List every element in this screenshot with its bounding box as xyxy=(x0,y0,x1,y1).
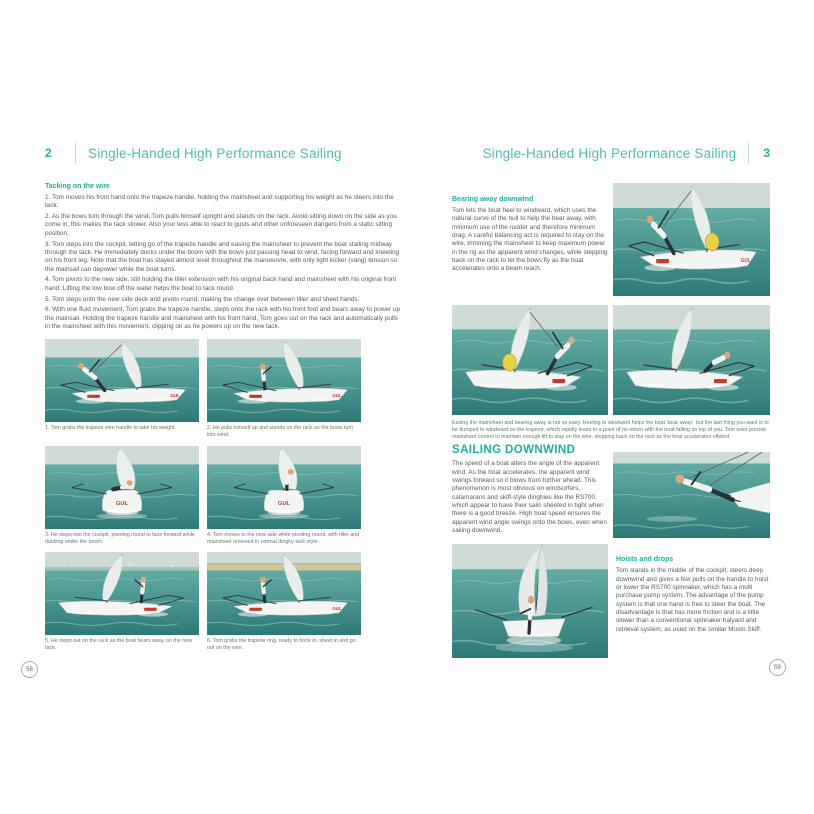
running-title: Single-Handed High Performance Sailing xyxy=(88,145,342,161)
svg-text:GUL: GUL xyxy=(740,257,751,265)
book-page-left xyxy=(45,143,401,652)
text-column xyxy=(616,544,770,658)
photo-caption: 5. He steps out on the rack as the boat bears away on the new tack. xyxy=(45,638,192,652)
text-column xyxy=(452,183,608,296)
photo-cell xyxy=(207,552,361,652)
photo-pair-row xyxy=(452,305,770,415)
sailing-photo-3 xyxy=(45,446,199,529)
sailing-photo-trapeze-closeup xyxy=(613,452,770,538)
step-paragraph: 1. Tom moves his front hand onto the trapeze handle, holding the mainsheet and supporting his weight as he steers into the tack. xyxy=(45,194,394,210)
sailing-photo-1 xyxy=(45,339,199,422)
sailing-photo-6 xyxy=(207,552,361,635)
step-paragraph: 5. Tom steps onto the new side deck and pivots round, making the change over between tiller and sheet hands. xyxy=(45,295,360,303)
bearing-away-row xyxy=(452,183,770,296)
svg-text:GUL: GUL xyxy=(332,393,342,399)
svg-text:GUL: GUL xyxy=(332,606,342,612)
page-header xyxy=(452,143,770,163)
folio-number: 3 xyxy=(763,146,770,160)
body-text: Tom stands in the middle of the cockpit, steers deep downwind and gives a few pulls on the handle to hoist or lower the RS700 spinnaker, which has a multi purchase pump system. The advantage of the pump system is that one hand is free to steer the boat. The disadvantage is that has more friction and is a little slower than a conventional spinnaker halyard and retrieval system, as used on the similar Musto Skiff. xyxy=(616,567,769,633)
header-divider xyxy=(748,143,749,163)
svg-text:GUL: GUL xyxy=(115,501,129,507)
running-title: Single-Handed High Performance Sailing xyxy=(482,145,737,161)
photo-cell xyxy=(207,339,361,439)
body-text: Tom lets the boat heel to windward, which uses the natural curve of the hull to help the bear away, with minimum use of the rudder and therefore minimum drag. A careful balancing act is required to stay on the wire, trimming the mainsheet to keep maximum power in the rig as the apparent wind changes, while stepping back on the rack to let the bows fly as the boat accelerates onto a beam reach. xyxy=(452,207,608,273)
svg-text:GUL: GUL xyxy=(277,501,291,507)
sailing-photo-windward-heel xyxy=(452,305,608,415)
step-paragraph: 2. As the bows turn through the wind, Tom pulls himself upright and stands on the rack. Avoid sitting down on the side as you come in, this makes the tack slower. Also your less able to react to gusts and other unforeseen dangers from a static sitting position. xyxy=(45,213,397,237)
photo-sequence-grid xyxy=(45,339,361,652)
photo-caption: 2. He pulls himself up and stands on the rack as the bows turn into wind. xyxy=(207,425,354,439)
photo-cell xyxy=(45,339,199,439)
photo-caption-wide: Easing the mainsheet and bearing away is not so easy. Heeling to windward helps the boat 'bear away', but the last thing you want is to be dumped to windward on the trapeze, which rapidly leads to a point of no return with the boat falling on top of you. Tom uses precise mainsheet control to maintain enough lift to stay on the wire, stepping back on the rack as the boat accelerates offwind. xyxy=(452,420,769,440)
sailing-photo-2 xyxy=(207,339,361,422)
photo-cell xyxy=(207,446,361,546)
step-paragraph: 4. Tom pivots to the new side, still holding the tiller extension with his original back hand and mainsheet with his original front hand. Lifting the low bow off the water helps the boat to tack round. xyxy=(45,276,397,292)
sailing-photo-4 xyxy=(207,446,361,529)
section-heading: Bearing away downwind xyxy=(452,196,534,203)
svg-text:GUL: GUL xyxy=(170,393,180,399)
section-heading: Tacking on the wire xyxy=(45,183,110,190)
step-paragraph: 6. With one fluid movement, Tom grabs the trapeze handle, steps onto the rack with his front foot and bears away to power up the mainsail. Holding the trapeze handle and mainsheet with his front hand, Tom goes out on the rack and automatically pulls in the mainsheet with this movement, clipping on as he powers up on the new tack. xyxy=(45,306,401,331)
page-number-badge: 58 xyxy=(21,661,38,678)
photo-cell xyxy=(45,552,199,652)
body-text xyxy=(45,194,401,331)
page-header xyxy=(45,143,401,163)
folio-number: 2 xyxy=(45,146,52,160)
photo-caption: 6. Tom grabs the trapeze ring, ready to hook in, sheet in and go out on the wire. xyxy=(207,638,356,652)
sailing-photo-crossing xyxy=(613,305,770,415)
sailing-photo-stern-view xyxy=(452,544,608,658)
photo-caption: 1. Tom grabs the trapeze wire handle to take his weight. xyxy=(45,425,176,432)
chapter-heading: SAILING DOWNWIND xyxy=(452,444,576,457)
header-divider xyxy=(75,143,76,163)
sailing-downwind-row xyxy=(452,460,770,538)
sailing-photo-5 xyxy=(45,552,199,635)
book-page-right xyxy=(452,143,770,658)
section-heading: Hoists and drops xyxy=(616,556,674,564)
sailing-photo-buoy xyxy=(613,183,770,296)
page-number-badge: 59 xyxy=(769,659,786,676)
body-text: The speed of a boat alters the angle of the apparent wind. As the boat accelerates, the apparent wind swings forward so it blows from further ahead. This phenomenon is most obvious on windsurfers, catamarans and skiff-style dinghies like the RS700, which appear to have their sails sheeted in tight when there is a good breeze. High boat speed ensures the apparent wind angle swings onto the bows, even when sailing downwind. xyxy=(452,460,607,534)
hoists-drops-row xyxy=(452,544,770,658)
photo-caption: 4. Tom moves to the new side while pivoting round, with tiller and mainsheet reversed in normal dinghy tack style. xyxy=(207,531,360,545)
photo-caption: 3. He steps into the cockpit, pivoting round to face forward while ducking under the boom. xyxy=(45,531,195,545)
step-paragraph: 3. Tom steps into the cockpit, letting go of the trapeze handle and easing the mainsheet to prevent the boat stalling midway through the tack. He immediately ducks under the boom with the bows just passing head to wind, facing forward and kneeling on his front leg. Note that the boat has stayed almost level throughout the manoeuvre, with only light kicker (vang) tension so the mainsail can depower while the boat turns. xyxy=(45,240,400,273)
photo-cell xyxy=(45,446,199,546)
